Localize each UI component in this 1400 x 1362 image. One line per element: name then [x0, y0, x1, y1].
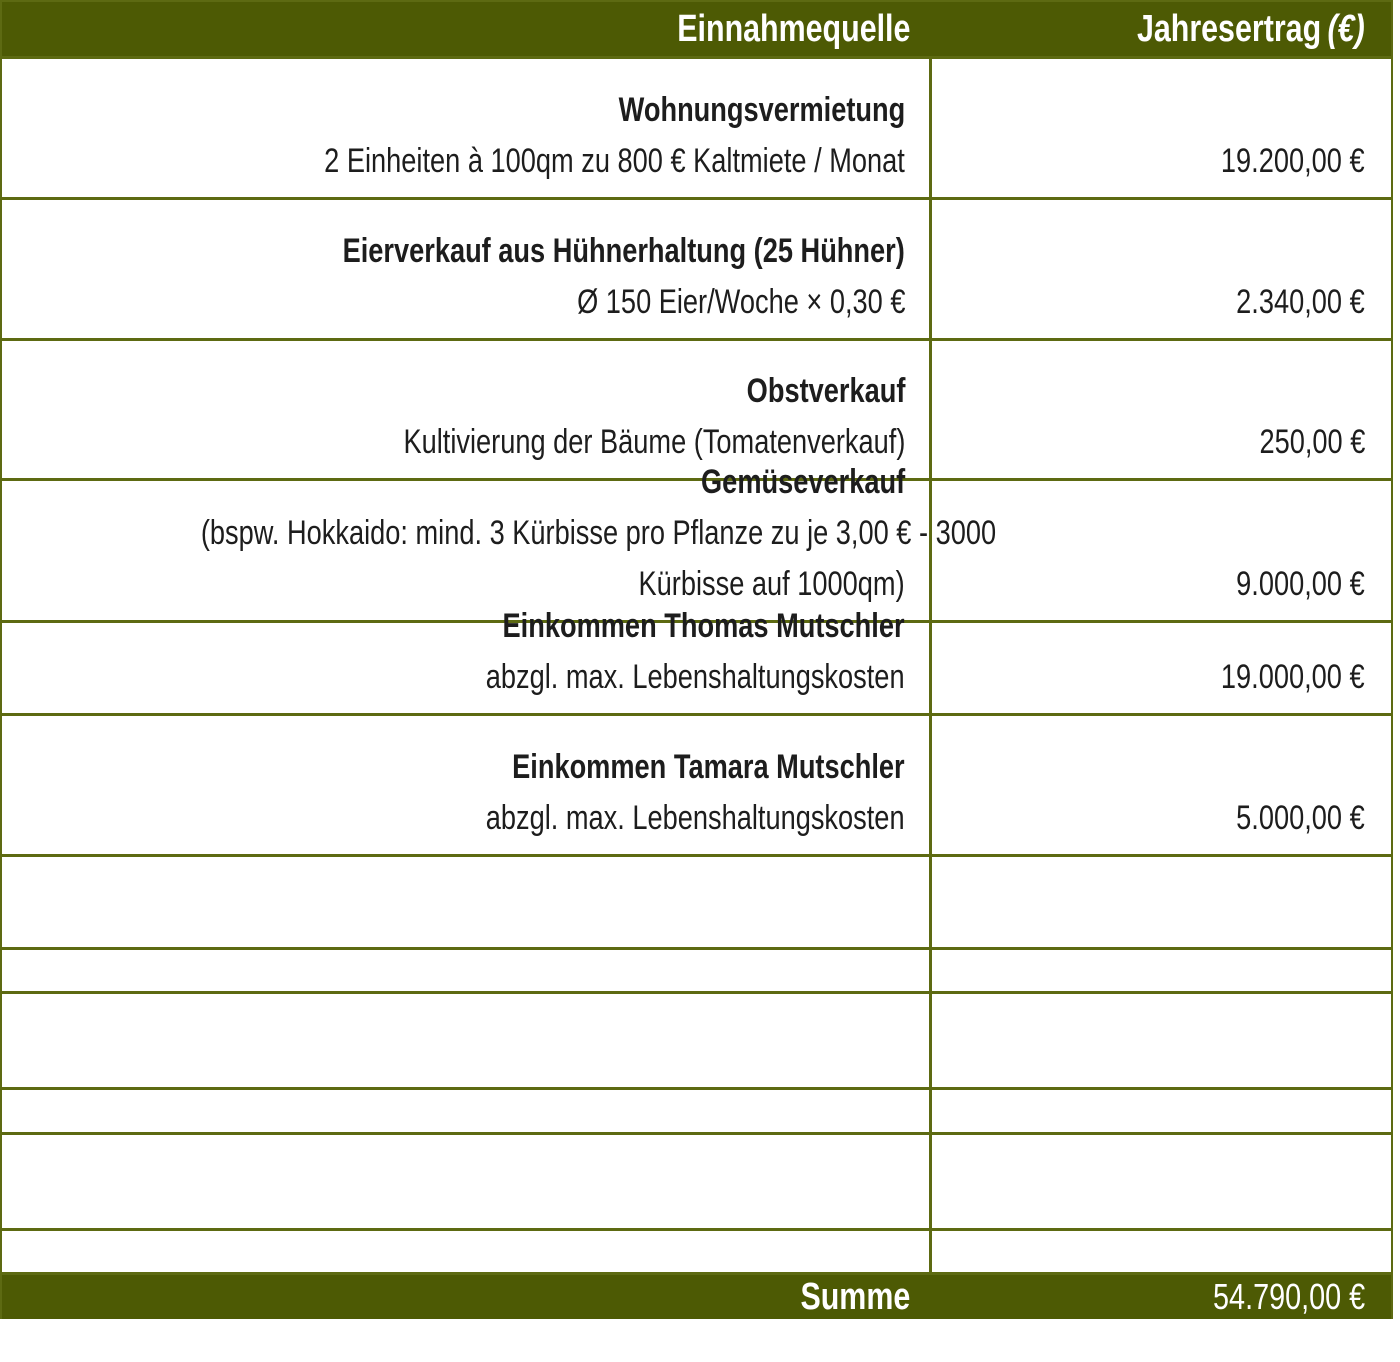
table-row-wohnungsvermietung	[2, 56, 1391, 197]
header-cell-einnahmequelle	[2, 9, 935, 49]
empty-row	[2, 1087, 1391, 1132]
summe-label: Summe	[800, 1276, 910, 1318]
header-unit-euro: (€)	[1327, 8, 1365, 50]
row-value: 2.340,00 €	[1236, 283, 1365, 321]
row-subtitle: (bspw. Hokkaido: mind. 3 Kürbisse pro Pflanze zu je 3,00 € - 3000	[200, 514, 997, 552]
header-label-jahresertrag: Jahresertrag (€)	[1137, 8, 1365, 50]
header-cell-jahresertrag	[935, 9, 1391, 49]
row-value: 9.000,00 €	[1236, 565, 1365, 603]
empty-row	[2, 991, 1391, 1087]
row-value: 250,00 €	[1259, 423, 1365, 461]
row-subtitle: Kultivierung der Bäume (Tomatenverkauf)	[403, 423, 905, 461]
table-row-eierverkauf	[2, 197, 1391, 338]
row-subtitle: Ø 150 Eier/Woche × 0,30 €	[576, 283, 905, 321]
row-value: 19.200,00 €	[1221, 142, 1365, 180]
table-row-gemueseverkauf	[2, 463, 1391, 620]
footer-cell-value	[935, 1277, 1391, 1317]
table-row-obstverkauf	[2, 338, 1391, 478]
row-subtitle: 2 Einheiten à 100qm zu 800 € Kaltmiete / Monat	[324, 142, 905, 180]
empty-row	[2, 854, 1391, 947]
summe-value: 54.790,00 €	[1212, 1276, 1365, 1317]
footer-cell-label	[2, 1277, 935, 1317]
header-label-einnahmequelle: Einnahmequelle	[676, 8, 910, 50]
row-title: Obstverkauf	[746, 372, 905, 410]
row-title: Eierverkauf aus Hühnerhaltung (25 Hühner)	[342, 232, 905, 270]
row-value: 5.000,00 €	[1236, 799, 1365, 837]
empty-row	[2, 947, 1391, 991]
table-row-einkommen-tamara	[2, 713, 1391, 854]
row-subtitle: abzgl. max. Lebenshaltungskosten	[486, 799, 905, 837]
table-row-einkommen-thomas	[2, 607, 1391, 713]
row-title: Gemüseverkauf	[700, 463, 905, 501]
row-subtitle-line2: Kürbisse auf 1000qm)	[638, 565, 905, 603]
row-value: 19.000,00 €	[1221, 658, 1365, 696]
row-title: Wohnungsvermietung	[618, 91, 905, 129]
table-footer-summe	[2, 1272, 1391, 1319]
table-body	[2, 56, 1391, 1272]
row-title: Einkommen Thomas Mutschler	[502, 607, 905, 645]
empty-row	[2, 1132, 1391, 1228]
empty-row	[2, 1228, 1391, 1272]
row-subtitle: abzgl. max. Lebenshaltungskosten	[486, 658, 905, 696]
table-header	[2, 2, 1391, 56]
row-title: Einkommen Tamara Mutschler	[512, 748, 905, 786]
